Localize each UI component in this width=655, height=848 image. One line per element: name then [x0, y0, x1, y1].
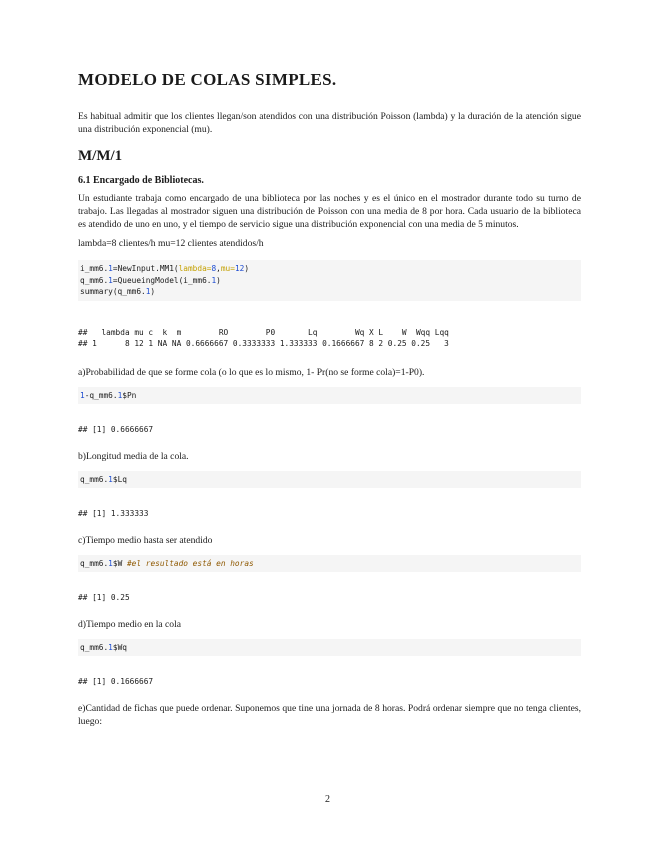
page-number: 2 [325, 794, 330, 805]
subsection-heading: 6.1 Encargado de Bibliotecas. [78, 175, 204, 186]
question-a: a)Probabilidad de que se forme cola (o lo que es lo mismo, 1- Pr(no se forme cola)=1-P0). [78, 366, 425, 378]
question-d: d)Tiempo medio en la cola [78, 618, 182, 630]
code-block-a: 1-q_mm6.1$Pn [78, 387, 581, 405]
summary-header: ## lambda mu c k m RO P0 Lq Wq X L W Wqq Lqq [78, 327, 449, 337]
code-line-1: i_mm6.1=NewInput.MM1(lambda=8,mu=12) [80, 264, 250, 273]
code-block-b: q_mm6.1$Lq [78, 471, 581, 489]
output-a: ## [1] 0.6666667 [78, 425, 154, 434]
document-page [78, 70, 581, 740]
summary-output [78, 327, 581, 350]
output-b: ## [1] 1.333333 [78, 509, 149, 518]
problem-paragraph: Un estudiante trabaja como encargado de una biblioteca por las noches y es el único en el mostrador durante todo su turno de trabajo. Las llegadas al mostrador siguen una distribución de Poisson con una media de 8 por hora. Cada usuario de la biblioteca es atendido de uno en uno, y el tiempo de servicio sigue una distribución exponencial con una media de 5 minutos. [78, 193, 581, 230]
section-heading: M/M/1 [78, 148, 123, 164]
question-b: b)Longitud media de la cola. [78, 450, 189, 462]
output-d: ## [1] 0.1666667 [78, 677, 154, 686]
intro-paragraph: Es habitual admitir que los clientes llegan/son atendidos con una distribución Poisson (lambda) y la duración de la atención sigue una distribución exponencial (mu). [78, 111, 581, 135]
code-line-3: summary(q_mm6.1) [80, 287, 156, 296]
code-block-c: q_mm6.1$W #el resultado está en horas [78, 555, 581, 573]
document-title: MODELO DE COLAS SIMPLES. [78, 70, 337, 89]
summary-row: ## 1 8 12 1 NA NA 0.6666667 0.3333333 1.333333 0.1666667 8 2 0.25 0.25 3 [78, 339, 449, 348]
code-block-model [78, 260, 581, 301]
code-block-d: q_mm6.1$Wq [78, 639, 581, 657]
question-e: e)Cantidad de fichas que puede ordenar. Suponemos que tine una jornada de 8 horas. Podrá ordenar siempre que no tenga clientes, luego: [78, 702, 581, 727]
output-c: ## [1] 0.25 [78, 593, 130, 602]
params-paragraph: lambda=8 clientes/h mu=12 clientes atendidos/h [78, 238, 264, 249]
code-line-2: q_mm6.1=QueueingModel(i_mm6.1) [80, 275, 221, 285]
code-comment: #el resultado está en horas [126, 558, 254, 568]
question-c: c)Tiempo medio hasta ser atendido [78, 534, 213, 546]
